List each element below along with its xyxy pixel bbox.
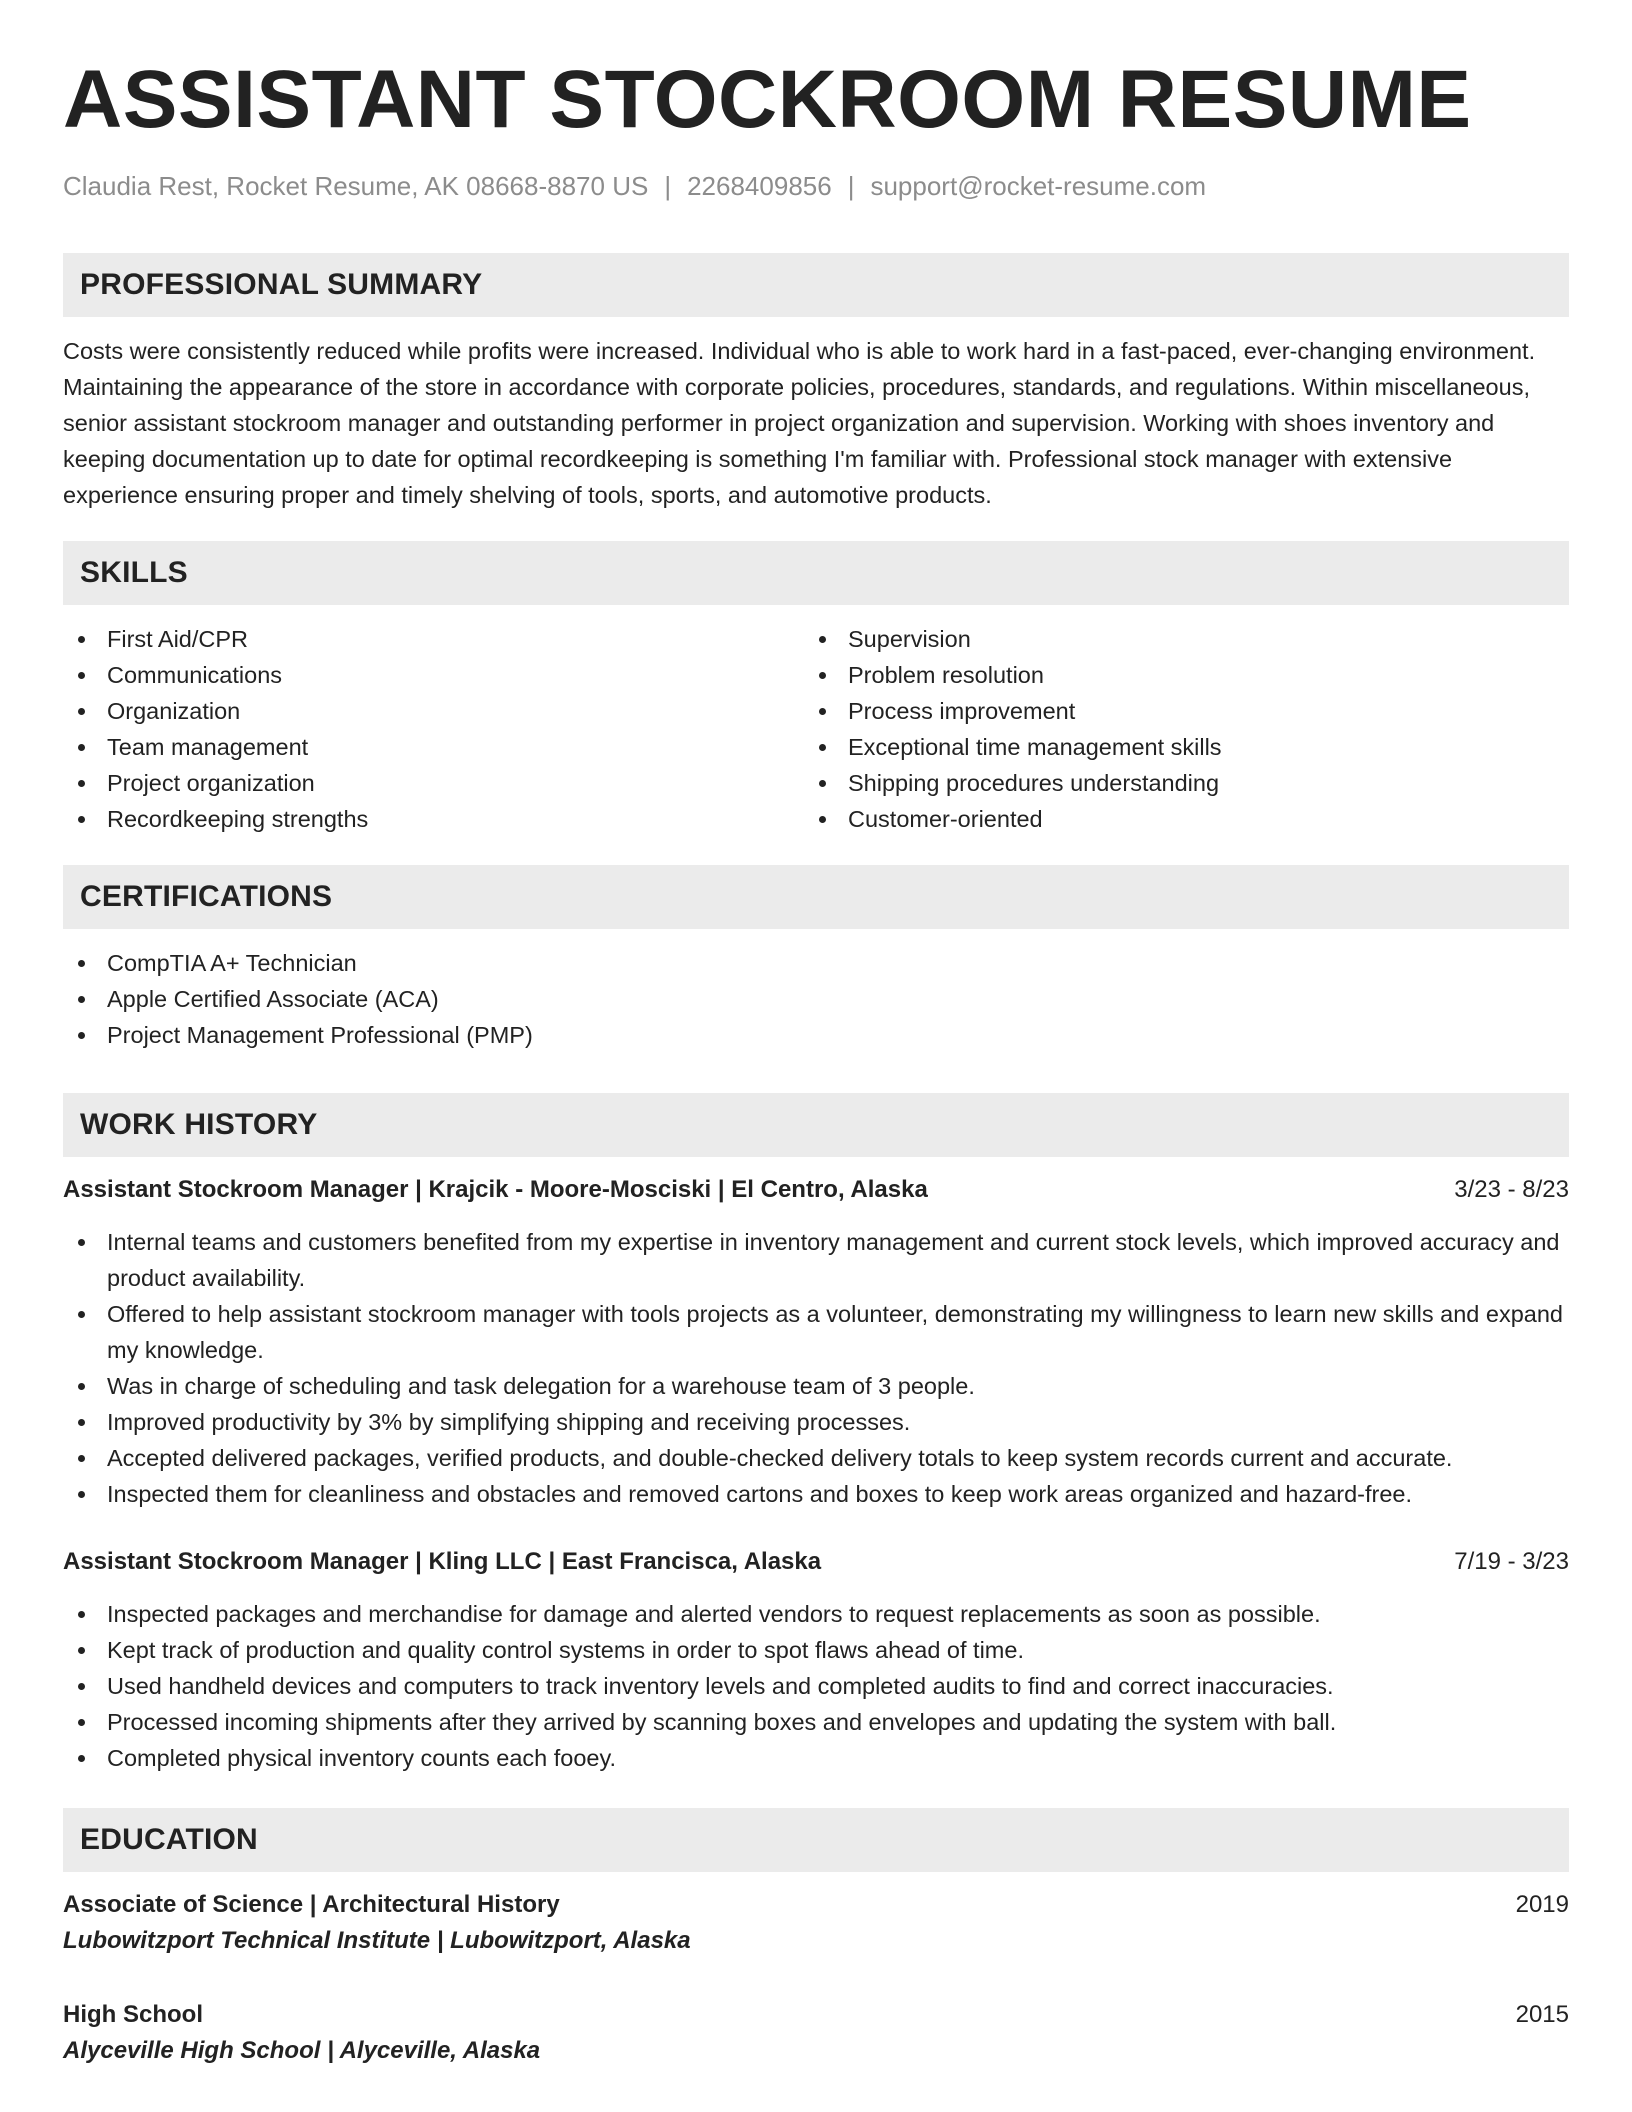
skill-item: Project organization xyxy=(63,765,804,801)
education-entry xyxy=(63,1997,1569,2069)
job-title: Assistant Stockroom Manager | Krajcik - Moore-Mosciski | El Centro, Alaska xyxy=(63,1176,928,1203)
job-bullet: Processed incoming shipments after they arrived by scanning boxes and envelopes and updating the system with ball. xyxy=(63,1704,1569,1740)
skill-item: Supervision xyxy=(804,621,1545,657)
job-bullet: Inspected them for cleanliness and obstacles and removed cartons and boxes to keep work areas organized and hazard-free. xyxy=(63,1476,1569,1512)
job-bullet: Used handheld devices and computers to track inventory levels and completed audits to find and correct inaccuracies. xyxy=(63,1668,1569,1704)
job-header xyxy=(63,1544,1569,1580)
job-dates: 7/19 - 3/23 xyxy=(1454,1548,1569,1575)
skills-column-left xyxy=(63,621,804,837)
job-bullet: Inspected packages and merchandise for damage and alerted vendors to request replacements as soon as possible. xyxy=(63,1596,1569,1632)
job-dates: 3/23 - 8/23 xyxy=(1454,1176,1569,1203)
education-year: 2019 xyxy=(1515,1891,1569,1918)
certification-item: Apple Certified Associate (ACA) xyxy=(63,981,1569,1017)
skill-item: Shipping procedures understanding xyxy=(804,765,1545,801)
job-bullet: Internal teams and customers benefited from my expertise in inventory management and current stock levels, which improved accuracy and product availability. xyxy=(63,1224,1569,1296)
skill-item: Organization xyxy=(63,693,804,729)
certification-item: CompTIA A+ Technician xyxy=(63,945,1569,981)
section-heading-summary: PROFESSIONAL SUMMARY xyxy=(63,253,1569,317)
certifications-list xyxy=(63,945,1569,1053)
contact-phone: 2268409856 xyxy=(687,171,832,201)
section-heading-work-history: WORK HISTORY xyxy=(63,1093,1569,1157)
job-entry xyxy=(63,1172,1569,1512)
education-school: Lubowitzport Technical Institute | Lubowitzport, Alaska xyxy=(63,1927,691,1954)
job-bullets xyxy=(63,1596,1569,1776)
summary-text: Costs were consistently reduced while profits were increased. Individual who is able to work hard in a fast-paced, ever-changing environment. Maintaining the appearance of the store in accordance with corporate policies, procedures, standards, and regulations. Within miscellaneous, senior assistant stockroom manager and outstanding performer in project organization and supervision. Working with shoes inventory and keeping documentation up to date for optimal recordkeeping is something I'm familiar with. Professional stock manager with extensive experience ensuring proper and timely shelving of tools, sports, and automotive products. xyxy=(63,338,1536,508)
contact-email[interactable]: support@rocket-resume.com xyxy=(870,171,1207,201)
resume-title: ASSISTANT STOCKROOM RESUME xyxy=(63,54,1472,145)
job-entry xyxy=(63,1544,1569,1776)
education-header xyxy=(63,1997,1569,2033)
job-bullet: Improved productivity by 3% by simplifying shipping and receiving processes. xyxy=(63,1404,1569,1440)
section-heading-certifications: CERTIFICATIONS xyxy=(63,865,1569,929)
job-title: Assistant Stockroom Manager | Kling LLC | East Francisca, Alaska xyxy=(63,1548,822,1575)
skill-item: Problem resolution xyxy=(804,657,1545,693)
education-degree: High School xyxy=(63,2001,203,2028)
skill-item: Exceptional time management skills xyxy=(804,729,1545,765)
job-bullet: Accepted delivered packages, verified products, and double-checked delivery totals to keep system records current and accurate. xyxy=(63,1440,1569,1476)
job-bullets xyxy=(63,1224,1569,1512)
skills-column-right xyxy=(804,621,1545,837)
education-header xyxy=(63,1887,1569,1923)
skill-item: Process improvement xyxy=(804,693,1545,729)
skill-item: Team management xyxy=(63,729,804,765)
certification-item: Project Management Professional (PMP) xyxy=(63,1017,1569,1053)
skills-list xyxy=(63,621,1569,837)
job-bullet: Completed physical inventory counts each fooey. xyxy=(63,1740,1569,1776)
education-degree: Associate of Science | Architectural History xyxy=(63,1891,560,1918)
contact-separator: | xyxy=(664,171,672,201)
job-header xyxy=(63,1172,1569,1208)
contact-line xyxy=(63,170,1569,202)
job-bullet: Was in charge of scheduling and task delegation for a warehouse team of 3 people. xyxy=(63,1368,1569,1404)
education-school: Alyceville High School | Alyceville, Alaska xyxy=(63,2037,541,2064)
job-bullet: Kept track of production and quality control systems in order to spot flaws ahead of time. xyxy=(63,1632,1569,1668)
skill-item: First Aid/CPR xyxy=(63,621,804,657)
section-heading-education: EDUCATION xyxy=(63,1808,1569,1872)
skill-item: Customer-oriented xyxy=(804,801,1545,837)
contact-address: Claudia Rest, Rocket Resume, AK 08668-8870 US xyxy=(63,171,649,201)
skill-item: Communications xyxy=(63,657,804,693)
education-year: 2015 xyxy=(1515,2001,1569,2028)
skill-item: Recordkeeping strengths xyxy=(63,801,804,837)
education-entry xyxy=(63,1887,1569,1959)
job-bullet: Offered to help assistant stockroom manager with tools projects as a volunteer, demonstrating my willingness to learn new skills and expand my knowledge. xyxy=(63,1296,1569,1368)
contact-separator: | xyxy=(847,171,855,201)
section-heading-skills: SKILLS xyxy=(63,541,1569,605)
